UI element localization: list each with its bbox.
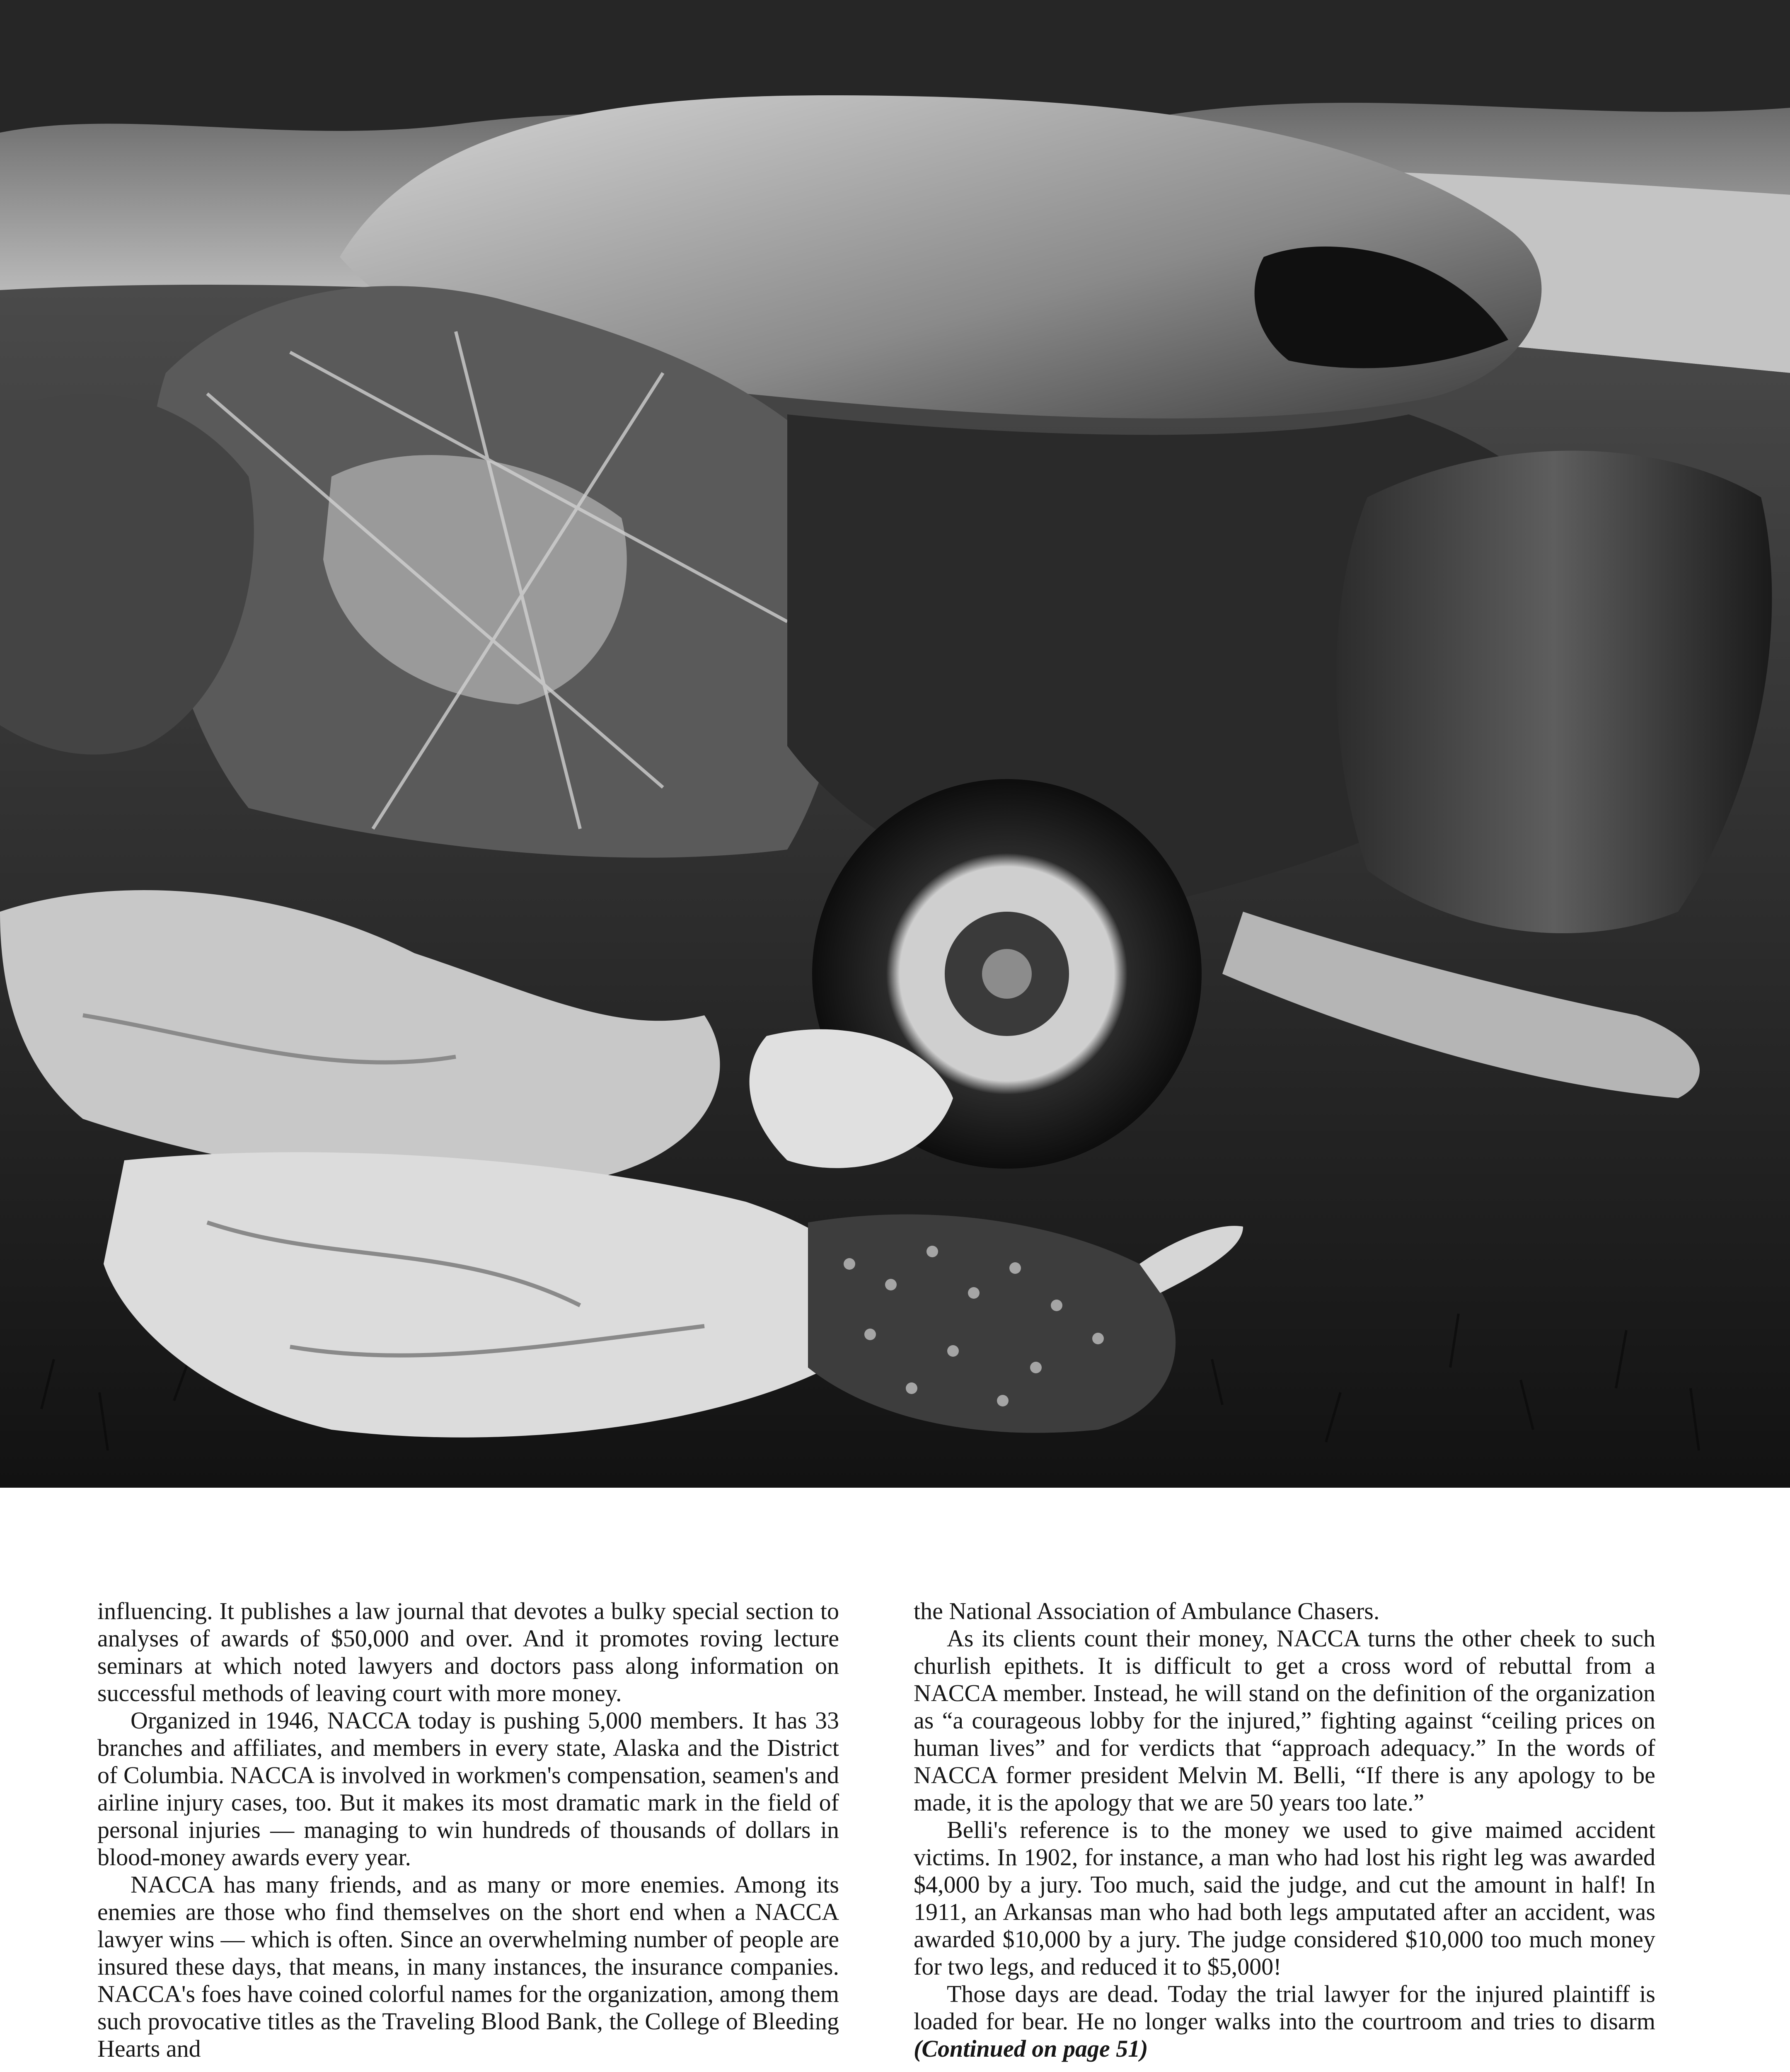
paragraph: Belli's reference is to the money we used to give maimed accident victims. In 1902, for instance, a man who had lost his right leg was awarded $4,000 by a jury. Too much, said the judge, and cut the amount in half! In 1911, an Arkansas man who had both legs amputated after an accident, was awarded $10,000 by a jury. The judge considered $10,000 too much money for two legs, and reduced it to $5,000!	[914, 1816, 1655, 1980]
paragraph: the National Association of Ambulance Chasers.	[914, 1598, 1380, 1624]
hub-cap	[982, 949, 1032, 999]
rear-fender	[1336, 451, 1772, 934]
paragraph: Organized in 1946, NACCA today is pushing 5,000 members. It has 33 branches and affiliates, and members in every state, Alaska and the District of Columbia. NACCA is involved in workmen's compensation, seamen's and airline injury cases, too. But it makes its most dramatic mark in the field of personal injuries — managing to win hundreds of thousands of dollars in blood-money awards every year.	[97, 1707, 839, 1871]
paragraph-final	[914, 1980, 1655, 2062]
paragraph: NACCA has many friends, and as many or more enemies. Among its enemies are those who find themselves on the short end when a NACCA lawyer wins — which is often. Since an overwhelming number of people are insured these days, that means, in many instances, the insurance companies. NACCA's foes have coined colorful names for the organization, among them such provocative titles as the Traveling Blood Bank, the College of Bleeding Hearts and	[97, 1871, 839, 2062]
paragraph: influencing. It publishes a law journal that devotes a bulky special section to analyses of awards of $50,000 and over. And it promotes roving lecture seminars at which noted lawyers and doctors pass along information on successful methods of leaving court with more money.	[97, 1598, 839, 1706]
article-column-left	[97, 1598, 839, 2062]
paragraph-text: Those days are dead. Today the trial lawyer for the injured plaintiff is loaded for bear. He no longer walks into the courtroom and tries to disarm	[914, 1980, 1655, 2035]
continued-note: (Continued on page 51)	[914, 2035, 1148, 2062]
article-column-right	[914, 1598, 1655, 2062]
paragraph: As its clients count their money, NACCA turns the other cheek to such churlish epithets. It is difficult to get a cross word of rebuttal from a NACCA member. Instead, he will stand on the definition of the organization as “a courageous lobby for the injured,” fighting against “ceiling prices on human lives” and for verdicts that “approach adequacy.” In the words of NACCA former president Melvin M. Belli, “If there is any apology to be made, it is the apology that we are 50 years too late.”	[914, 1625, 1655, 1816]
